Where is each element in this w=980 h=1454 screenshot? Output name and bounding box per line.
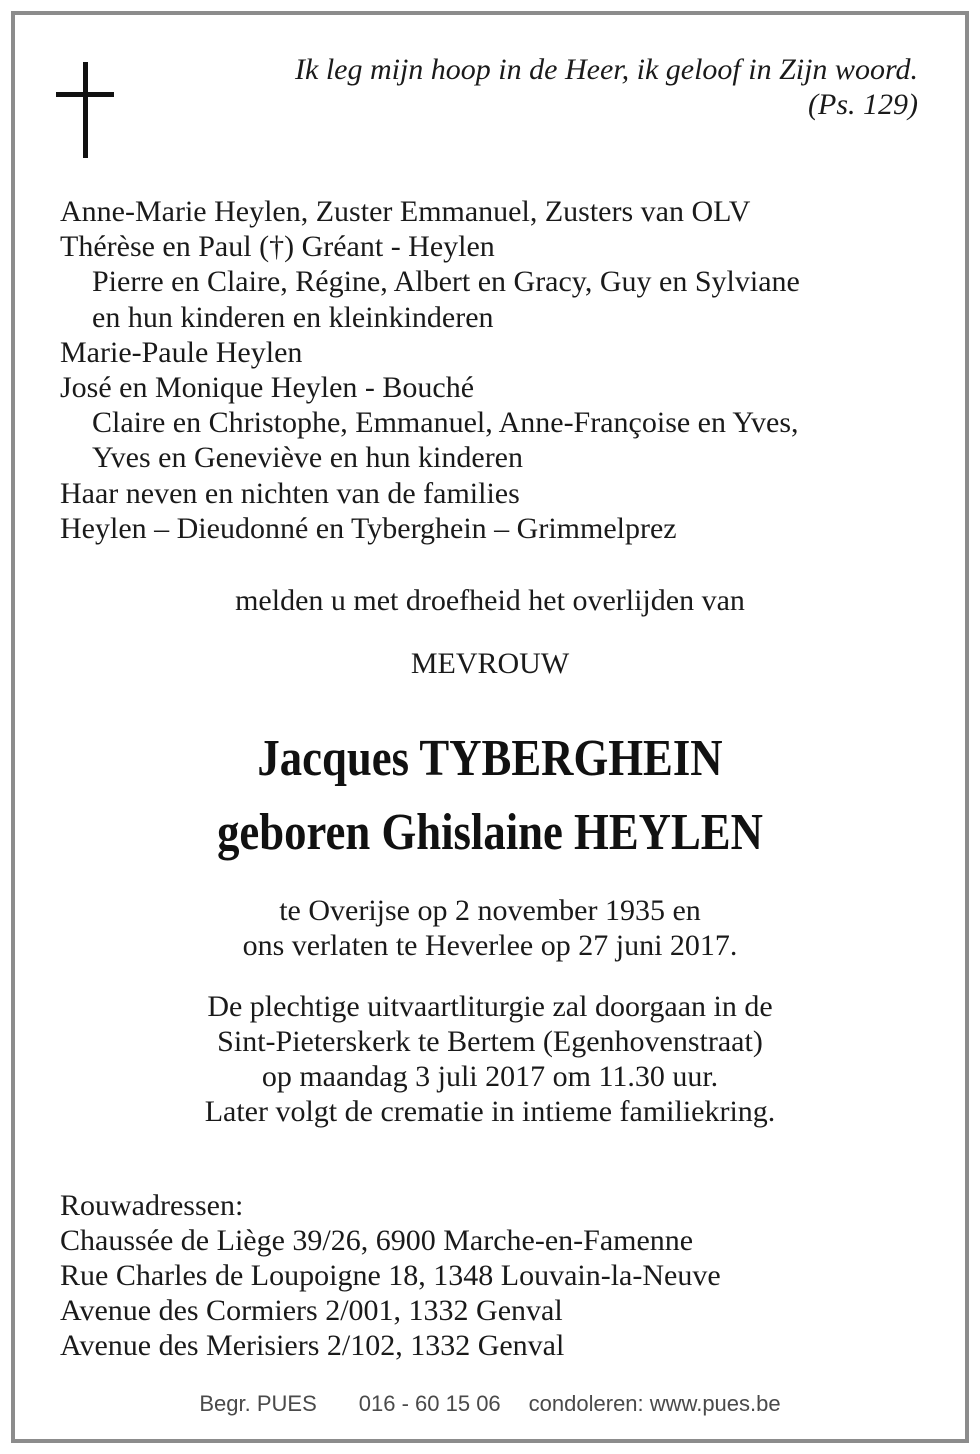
- footer: [0, 1392, 980, 1416]
- family-line: Marie-Paule Heylen: [60, 335, 303, 369]
- deceased-birth-name: geboren Ghislaine HEYLEN: [217, 804, 763, 861]
- addresses-block: [60, 1188, 721, 1363]
- family-line: Pierre en Claire, Régine, Albert en Gracy, Guy en Sylviane: [92, 265, 800, 299]
- funeral-line: op maandag 3 juli 2017 om 11.30 uur.: [261, 1060, 719, 1093]
- addresses-heading: Rouwadressen:: [60, 1189, 244, 1222]
- quote-reference: (Ps. 129): [808, 88, 918, 121]
- family-line: Heylen – Dieudonné en Tyberghein – Grimmelprez: [60, 511, 677, 545]
- birth-line: te Overijse op 2 november 1935 en: [279, 894, 701, 927]
- family-line: Claire en Christophe, Emmanuel, Anne-Françoise en Yves,: [92, 406, 799, 440]
- phone-number: 016 - 60 15 06: [358, 1391, 501, 1416]
- family-line: Thérèse en Paul (†) Gréant - Heylen: [60, 230, 495, 264]
- deceased-name: Jacques TYBERGHEIN: [257, 730, 723, 787]
- undertaker-name: Begr. PUES: [199, 1391, 317, 1416]
- family-line: Haar neven en nichten van de families: [60, 476, 520, 510]
- condolence-link[interactable]: condoleren: www.pues.be: [528, 1391, 781, 1416]
- cross-icon: [56, 62, 114, 158]
- address-line: Rue Charles de Loupoigne 18, 1348 Louvain-la-Neuve: [60, 1259, 721, 1292]
- funeral-block: [0, 989, 980, 1129]
- announcement-text: melden u met droefheid het overlijden van: [235, 584, 745, 617]
- title-text: MEVROUW: [410, 647, 570, 680]
- family-line: José en Monique Heylen - Bouché: [60, 371, 475, 405]
- family-line: Anne-Marie Heylen, Zuster Emmanuel, Zusters van OLV: [60, 195, 751, 228]
- family-line: Yves en Geneviève en hun kinderen: [92, 441, 524, 475]
- death-line: ons verlaten te Heverlee op 27 juni 2017.: [242, 929, 738, 962]
- funeral-line: De plechtige uitvaartliturgie zal doorgaan in de: [207, 990, 773, 1023]
- funeral-line: Sint-Pieterskerk te Bertem (Egenhovenstraat): [217, 1025, 763, 1058]
- family-list: [60, 194, 800, 546]
- dates-block: [0, 893, 980, 963]
- bible-quote: [295, 52, 918, 122]
- address-line: Chaussée de Liège 39/26, 6900 Marche-en-Famenne: [60, 1224, 694, 1257]
- family-line: en hun kinderen en kleinkinderen: [92, 300, 494, 334]
- quote-text: Ik leg mijn hoop in de Heer, ik geloof in Zijn woord.: [295, 53, 918, 86]
- address-line: Avenue des Cormiers 2/001, 1332 Genval: [60, 1294, 563, 1327]
- address-line: Avenue des Merisiers 2/102, 1332 Genval: [60, 1329, 565, 1362]
- funeral-line: Later volgt de crematie in intieme familiekring.: [204, 1095, 776, 1128]
